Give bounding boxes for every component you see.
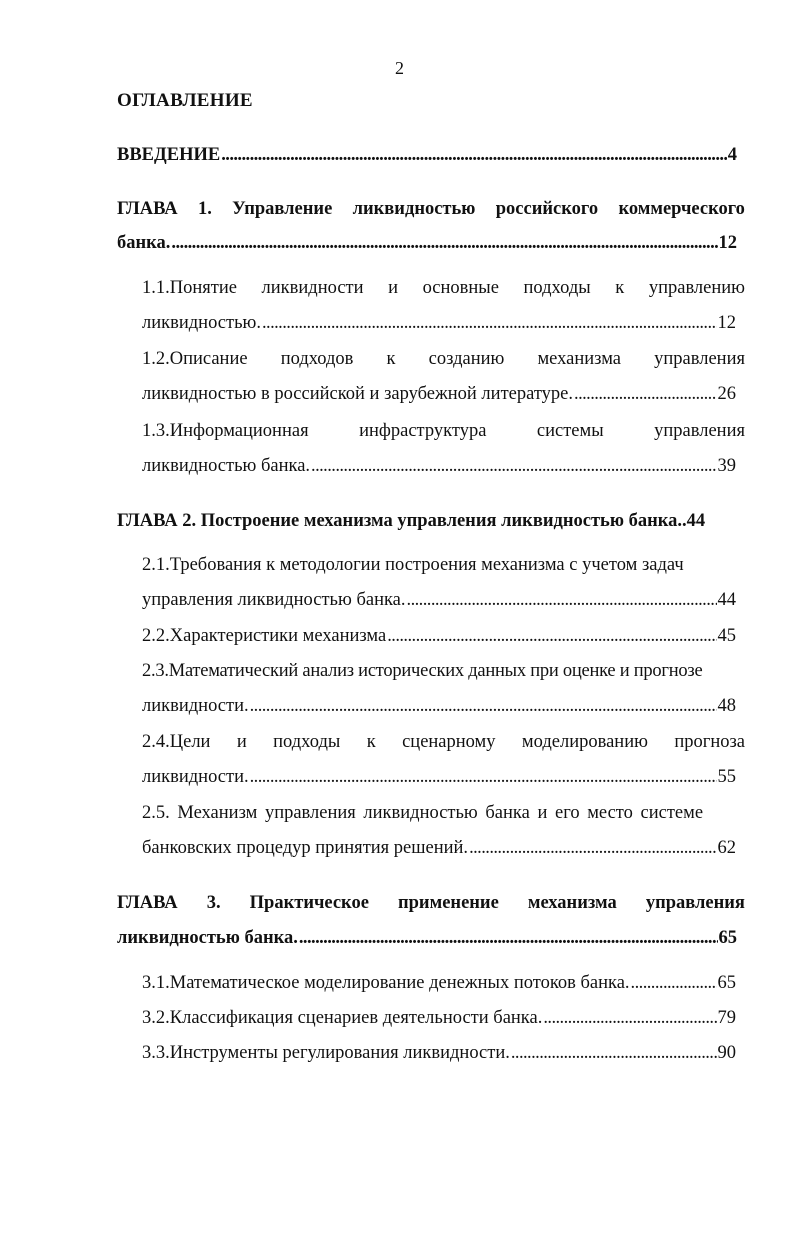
chapter-1-line-1 bbox=[117, 197, 745, 221]
entry-page: 12 bbox=[718, 233, 737, 253]
leader-dots bbox=[250, 694, 717, 718]
entry-title: ликвидностью банка. bbox=[142, 456, 311, 476]
leader-dots bbox=[387, 624, 716, 648]
word: моделированию bbox=[521, 732, 648, 752]
word: к bbox=[366, 732, 376, 752]
entry-title: 2.3.Математический анализ исторических данных при оценке и прогнозе bbox=[142, 661, 703, 681]
word: к bbox=[615, 278, 625, 298]
leader-dots bbox=[543, 1006, 716, 1030]
word: ликвидностью bbox=[352, 199, 476, 219]
entry-title: 3.2.Классификация сценариев деятельности банка. bbox=[142, 1008, 543, 1028]
leader-dots bbox=[631, 971, 717, 995]
leader-dots bbox=[299, 926, 718, 950]
word: 1.2.Описание bbox=[142, 349, 248, 369]
word: 2.4.Цели bbox=[142, 732, 211, 752]
word: управления bbox=[654, 421, 745, 441]
word: и bbox=[388, 278, 399, 298]
word: к bbox=[386, 349, 396, 369]
entry-title: ГЛАВА 2. Построение механизма управления ликвидностью банка.. bbox=[117, 511, 687, 531]
word: подходы bbox=[523, 278, 591, 298]
word: инфраструктура bbox=[359, 421, 487, 441]
entry-title: ВВЕДЕНИЕ bbox=[117, 145, 221, 165]
word: 1. bbox=[197, 199, 212, 219]
entry-title: 3.3.Инструменты регулирования ликвидности. bbox=[142, 1043, 510, 1063]
leader-dots bbox=[407, 588, 717, 612]
leader-dots bbox=[511, 1041, 717, 1065]
toc-entry-3-1[interactable] bbox=[142, 971, 736, 995]
chapter-3-line-1 bbox=[117, 891, 745, 915]
word: механизма bbox=[527, 893, 617, 913]
entry-title: банка. bbox=[117, 233, 171, 253]
leader-dots bbox=[262, 311, 717, 335]
entry-page: 48 bbox=[717, 696, 736, 716]
word: Управление bbox=[232, 199, 333, 219]
entry-line-1 bbox=[142, 276, 745, 300]
entry-line-2 bbox=[142, 588, 736, 612]
entry-page: 65 bbox=[717, 973, 736, 993]
leader-dots bbox=[469, 836, 716, 860]
word: подходы bbox=[273, 732, 341, 752]
entry-title: ликвидности. bbox=[142, 767, 249, 787]
word: управления bbox=[654, 349, 745, 369]
word: ГЛАВА bbox=[117, 893, 178, 913]
entry-line-1 bbox=[142, 553, 745, 577]
toc-entry-3-3[interactable] bbox=[142, 1041, 736, 1065]
entry-line-2 bbox=[142, 311, 736, 335]
entry-page: 62 bbox=[717, 838, 736, 858]
word: сценарному bbox=[402, 732, 496, 752]
toc-entry-2-2[interactable] bbox=[142, 624, 736, 648]
entry-line-2 bbox=[142, 836, 736, 860]
entry-title: 2.1.Требования к методологии построения механизма с учетом задач bbox=[142, 555, 684, 575]
entry-page: 44 bbox=[717, 590, 736, 610]
leader-dots bbox=[250, 765, 717, 789]
entry-line-2 bbox=[142, 382, 736, 406]
toc-entry-chapter-2[interactable] bbox=[117, 509, 745, 533]
entry-page: 65 bbox=[718, 928, 737, 948]
page-number: 2 bbox=[395, 58, 404, 78]
word: управления bbox=[645, 893, 745, 913]
entry-line-2 bbox=[142, 765, 736, 789]
entry-line-1 bbox=[142, 659, 747, 683]
word: созданию bbox=[428, 349, 505, 369]
leader-dots bbox=[171, 231, 717, 255]
entry-title: 2.5. Механизм управления ликвидностью банка и его место системе bbox=[142, 803, 704, 823]
entry-title: ликвидностью в российской и зарубежной литературе. bbox=[142, 384, 574, 404]
entry-page: 4 bbox=[727, 145, 737, 165]
chapter-1-line-2 bbox=[117, 231, 737, 255]
word: 3. bbox=[206, 893, 221, 913]
entry-title: 3.1.Математическое моделирование денежных потоков банка. bbox=[142, 973, 630, 993]
entry-page: 79 bbox=[717, 1008, 736, 1028]
entry-line-1 bbox=[142, 347, 745, 371]
entry-title: ликвидностью. bbox=[142, 313, 261, 333]
word: ликвидности bbox=[261, 278, 364, 298]
entry-line-1 bbox=[142, 801, 745, 825]
chapter-3-line-2 bbox=[117, 926, 737, 950]
toc-entry-3-2[interactable] bbox=[142, 1006, 736, 1030]
entry-line-1 bbox=[142, 419, 745, 443]
word: механизма bbox=[537, 349, 621, 369]
word: российского bbox=[495, 199, 599, 219]
entry-page: 45 bbox=[717, 626, 736, 646]
leader-dots bbox=[574, 382, 716, 406]
word: основные bbox=[422, 278, 499, 298]
word: ГЛАВА bbox=[117, 199, 178, 219]
word: Практическое bbox=[249, 893, 369, 913]
word: коммерческого bbox=[618, 199, 745, 219]
word: системы bbox=[536, 421, 604, 441]
entry-title: ликвидностью банка. bbox=[117, 928, 298, 948]
word: и bbox=[236, 732, 247, 752]
entry-page: 26 bbox=[717, 384, 736, 404]
word: подходов bbox=[280, 349, 354, 369]
entry-line-2 bbox=[142, 454, 736, 478]
entry-title: управления ликвидностью банка. bbox=[142, 590, 406, 610]
word: 1.1.Понятие bbox=[142, 278, 237, 298]
entry-title: ликвидности. bbox=[142, 696, 249, 716]
word: прогноза bbox=[674, 732, 745, 752]
entry-title: 2.2.Характеристики механизма bbox=[142, 626, 387, 646]
entry-line-1 bbox=[142, 730, 745, 754]
leader-dots bbox=[221, 143, 727, 167]
entry-page: 55 bbox=[717, 767, 736, 787]
word: применение bbox=[397, 893, 499, 913]
entry-page: 90 bbox=[717, 1043, 736, 1063]
entry-page: 44 bbox=[686, 511, 706, 531]
leader-dots bbox=[311, 454, 716, 478]
toc-entry-intro[interactable] bbox=[117, 143, 737, 167]
entry-line-2 bbox=[142, 694, 736, 718]
entry-page: 12 bbox=[717, 313, 736, 333]
entry-title: банковских процедур принятия решений. bbox=[142, 838, 469, 858]
entry-page: 39 bbox=[717, 456, 736, 476]
word: 1.3.Информационная bbox=[142, 421, 309, 441]
word: управлению bbox=[648, 278, 745, 298]
toc-title: ОГЛАВЛЕНИЕ bbox=[117, 90, 253, 111]
